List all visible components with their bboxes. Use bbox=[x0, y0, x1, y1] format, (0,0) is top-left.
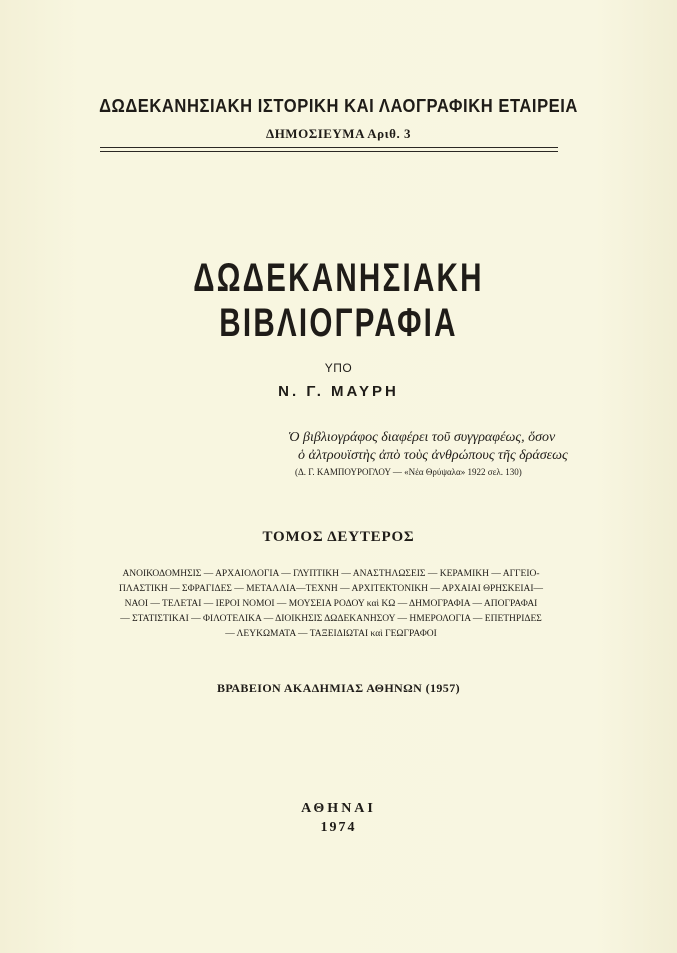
publication-number: ΔΗΜΟΣΙΕΥΜΑ Αριθ. 3 bbox=[266, 126, 411, 141]
epigraph-line-1: Ὁ βιβλιογράφος διαφέρει τοῦ συγγραφέως, ὅσον bbox=[288, 430, 556, 445]
topics-line-5: — ΛΕΥΚΩΜΑΤΑ — ΤΑΞΕΙΔΙΩΤΑΙ καὶ ΓΕΩΓΡΑΦΟΙ bbox=[225, 629, 437, 639]
topics-line-3: ΝΑΟΙ — ΤΕΛΕΤΑΙ — ΙΕΡΟΙ ΝΟΜΟΙ — ΜΟΥΣΕΙΑ ΡΟΔΟΥ καὶ ΚΩ — ΔΗΜΟΓΡΑΦΙΑ — ΑΠΟΓΡΑΦΑΙ bbox=[124, 599, 538, 609]
imprint-year: 1974 bbox=[320, 820, 357, 835]
imprint-city: ΑΘΗΝΑΙ bbox=[301, 801, 376, 816]
volume-label: ΤΟΜΟΣ ΔΕΥΤΕΡΟΣ bbox=[262, 529, 415, 545]
book-title: ΔΩΔΕΚΑΝΗΣΙΑΚΗ ΒΙΒΛΙΟΓΡΑΦΙΑ bbox=[193, 256, 484, 345]
award-line: ΒΡΑΒΕΙΟΝ ΑΚΑΔΗΜΙΑΣ ΑΘΗΝΩΝ (1957) bbox=[217, 681, 460, 695]
by-label: ΥΠΟ bbox=[324, 361, 353, 375]
header-rule-top bbox=[100, 147, 558, 148]
topics-list bbox=[100, 567, 562, 642]
epigraph bbox=[288, 429, 578, 465]
author-name: Ν. Γ. ΜΑΥΡΗ bbox=[278, 383, 399, 400]
society-name: ΔΩΔΕΚΑΝΗΣΙΑΚΗ ΙΣΤΟΡΙΚΗ ΚΑΙ ΛΑΟΓΡΑΦΙΚΗ ΕΤΑΙΡΕΙΑ bbox=[99, 96, 578, 116]
topics-line-1: ΑΝΟΙΚΟΔΟΜΗΣΙΣ — ΑΡΧΑΙΟΛΟΓΙΑ — ΓΛΥΠΤΙΚΗ — ΑΝΑΣΤΗΛΩΣΕΙΣ — ΚΕΡΑΜΙΚΗ — ΑΓΓΕΙΟ- bbox=[122, 569, 540, 579]
epigraph-source: (Δ. Γ. ΚΑΜΠΟΥΡΟΓΛΟΥ — «Νέα Θρύψαλα» 1922 σελ. 130) bbox=[295, 467, 522, 477]
header-rule-bottom bbox=[100, 151, 558, 152]
topics-line-4: — ΣΤΑΤΙΣΤΙΚΑΙ — ΦΙΛΟΤΕΛΙΚΑ — ΔΙΟΙΚΗΣΙΣ ΔΩΔΕΚΑΝΗΣΟΥ — ΗΜΕΡΟΛΟΓΙΑ — ΕΠΕΤΗΡΙΔΕΣ bbox=[120, 614, 542, 624]
topics-line-2: ΠΛΑΣΤΙΚΗ — ΣΦΡΑΓΙΔΕΣ — ΜΕΤΑΛΛΙΑ—ΤΕΧΝΗ — ΑΡΧΙΤΕΚΤΟΝΙΚΗ — ΑΡΧΑΙΑΙ ΘΡΗΣΚΕΙΑΙ— bbox=[118, 584, 544, 594]
epigraph-line-2: ὁ ἀλτρουϊστὴς ἀπὸ τοὺς ἀνθρώπους τῆς δράσεως bbox=[298, 448, 568, 463]
